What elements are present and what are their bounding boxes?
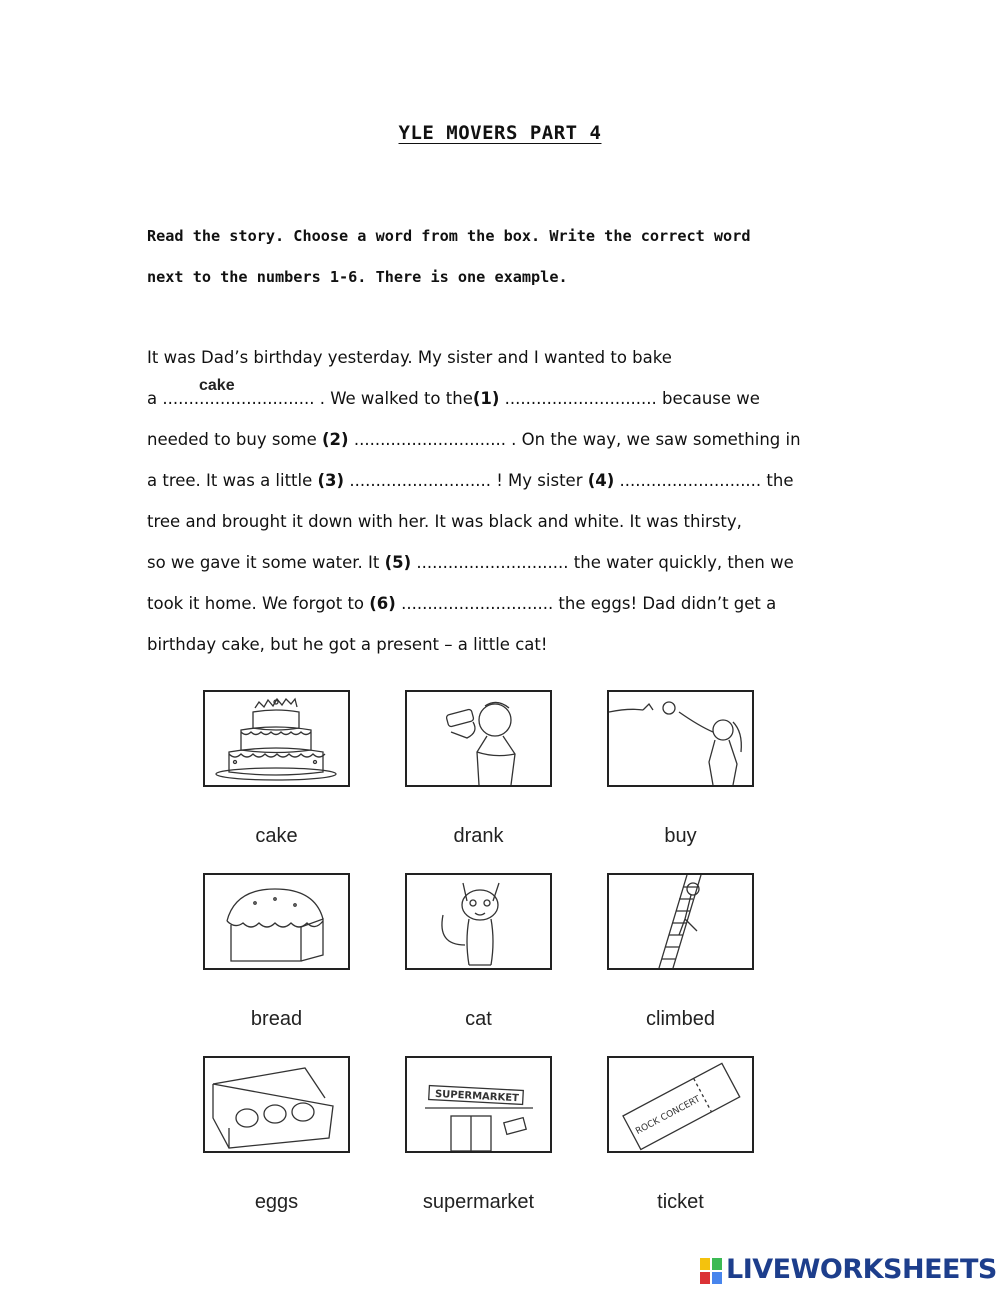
- picture-frame: [405, 690, 552, 787]
- story-line-7-start: took it home. We forgot to: [147, 594, 370, 613]
- gap-number-3: (3): [317, 471, 345, 490]
- gap-number-2: (2): [322, 430, 349, 449]
- liveworksheets-logo-icon: [700, 1258, 722, 1284]
- picture-frame: [607, 873, 754, 970]
- word-label: cat: [465, 1008, 492, 1030]
- egg-carton-icon: [205, 1058, 348, 1151]
- boy-drinking-icon: [407, 692, 550, 785]
- climbing-ladder-icon: [609, 875, 752, 968]
- example-blank: [147, 378, 473, 419]
- story-line-6: [147, 542, 867, 583]
- woman-buying-icon: [609, 692, 752, 785]
- story-line-5: tree and brought it down with her. It was black and white. It was thirsty,: [147, 512, 742, 531]
- word-card-climbed: [607, 873, 754, 1030]
- word-label: climbed: [646, 1008, 715, 1030]
- gap-2-blank[interactable]: ............................. . On the way, we saw something in: [348, 430, 801, 449]
- bread-icon: [205, 875, 348, 968]
- picture-frame: [607, 690, 754, 787]
- picture-frame: [405, 873, 552, 970]
- story-line-7: [147, 583, 867, 624]
- picture-frame: [405, 1056, 552, 1153]
- word-label: supermarket: [422, 1191, 535, 1213]
- gap-3-blank[interactable]: ........................... ! My sister: [344, 471, 588, 490]
- word-card-cat: [405, 873, 552, 1030]
- story-line-3: [147, 419, 867, 460]
- picture-frame: [203, 873, 350, 970]
- story-line-3-start: needed to buy some: [147, 430, 323, 449]
- word-card-drank: [405, 690, 552, 847]
- instructions-line-2: next to the numbers 1-6. There is one example.: [147, 268, 568, 286]
- word-card-cake: [203, 690, 350, 847]
- story-line-8: birthday cake, but he got a present – a little cat!: [147, 635, 548, 654]
- word-label: bread: [250, 1008, 303, 1030]
- supermarket-sign-text: SUPERMARKET: [434, 1088, 520, 1105]
- ticket-text: ROCK CONCERT: [634, 1094, 703, 1137]
- picture-frame: [203, 1056, 350, 1153]
- word-label: buy: [664, 825, 697, 847]
- gap-6-blank[interactable]: ............................. the eggs! Dad didn’t get a: [395, 594, 777, 613]
- story-line-2: [147, 378, 867, 419]
- story-line-1: It was Dad’s birthday yesterday. My sister and I wanted to bake: [147, 348, 672, 367]
- ticket-icon: [609, 1058, 752, 1151]
- word-label: ticket: [657, 1191, 704, 1213]
- gap-1-blank[interactable]: ............................. because we: [499, 389, 760, 408]
- example-answer: cake: [199, 377, 235, 394]
- gap-5-blank[interactable]: ............................. the water quickly, then we: [411, 553, 794, 572]
- supermarket-icon: [407, 1058, 550, 1151]
- liveworksheets-logo-text: LIVEWORKSHEETS: [726, 1254, 997, 1285]
- word-label: cake: [255, 825, 298, 847]
- story-line-2-start: a ............................. . We walked to the: [147, 389, 473, 408]
- instructions: [147, 216, 867, 298]
- gap-number-5: (5): [384, 553, 412, 572]
- picture-frame: [607, 1056, 754, 1153]
- word-card-eggs: [203, 1056, 350, 1213]
- word-label: eggs: [254, 1191, 299, 1213]
- gap-number-6: (6): [369, 594, 396, 613]
- word-card-bread: [203, 873, 350, 1030]
- story-line-4: [147, 460, 867, 501]
- cake-icon: [205, 692, 348, 785]
- gap-number-1: (1): [472, 389, 500, 408]
- word-card-ticket: [607, 1056, 754, 1213]
- story-text: [147, 337, 867, 665]
- cat-icon: [407, 875, 550, 968]
- picture-frame: [203, 690, 350, 787]
- liveworksheets-logo: [700, 1254, 995, 1288]
- word-card-supermarket: [405, 1056, 552, 1213]
- word-label: drank: [453, 825, 504, 847]
- story-line-6-start: so we gave it some water. It: [147, 553, 385, 572]
- gap-number-4: (4): [587, 471, 615, 490]
- worksheet-title: YLE MOVERS PART 4: [398, 122, 602, 144]
- story-line-4-start: a tree. It was a little: [147, 471, 318, 490]
- word-card-buy: [607, 690, 754, 847]
- gap-4-blank[interactable]: ........................... the: [614, 471, 794, 490]
- instructions-line-1: Read the story. Choose a word from the box. Write the correct word: [147, 227, 751, 245]
